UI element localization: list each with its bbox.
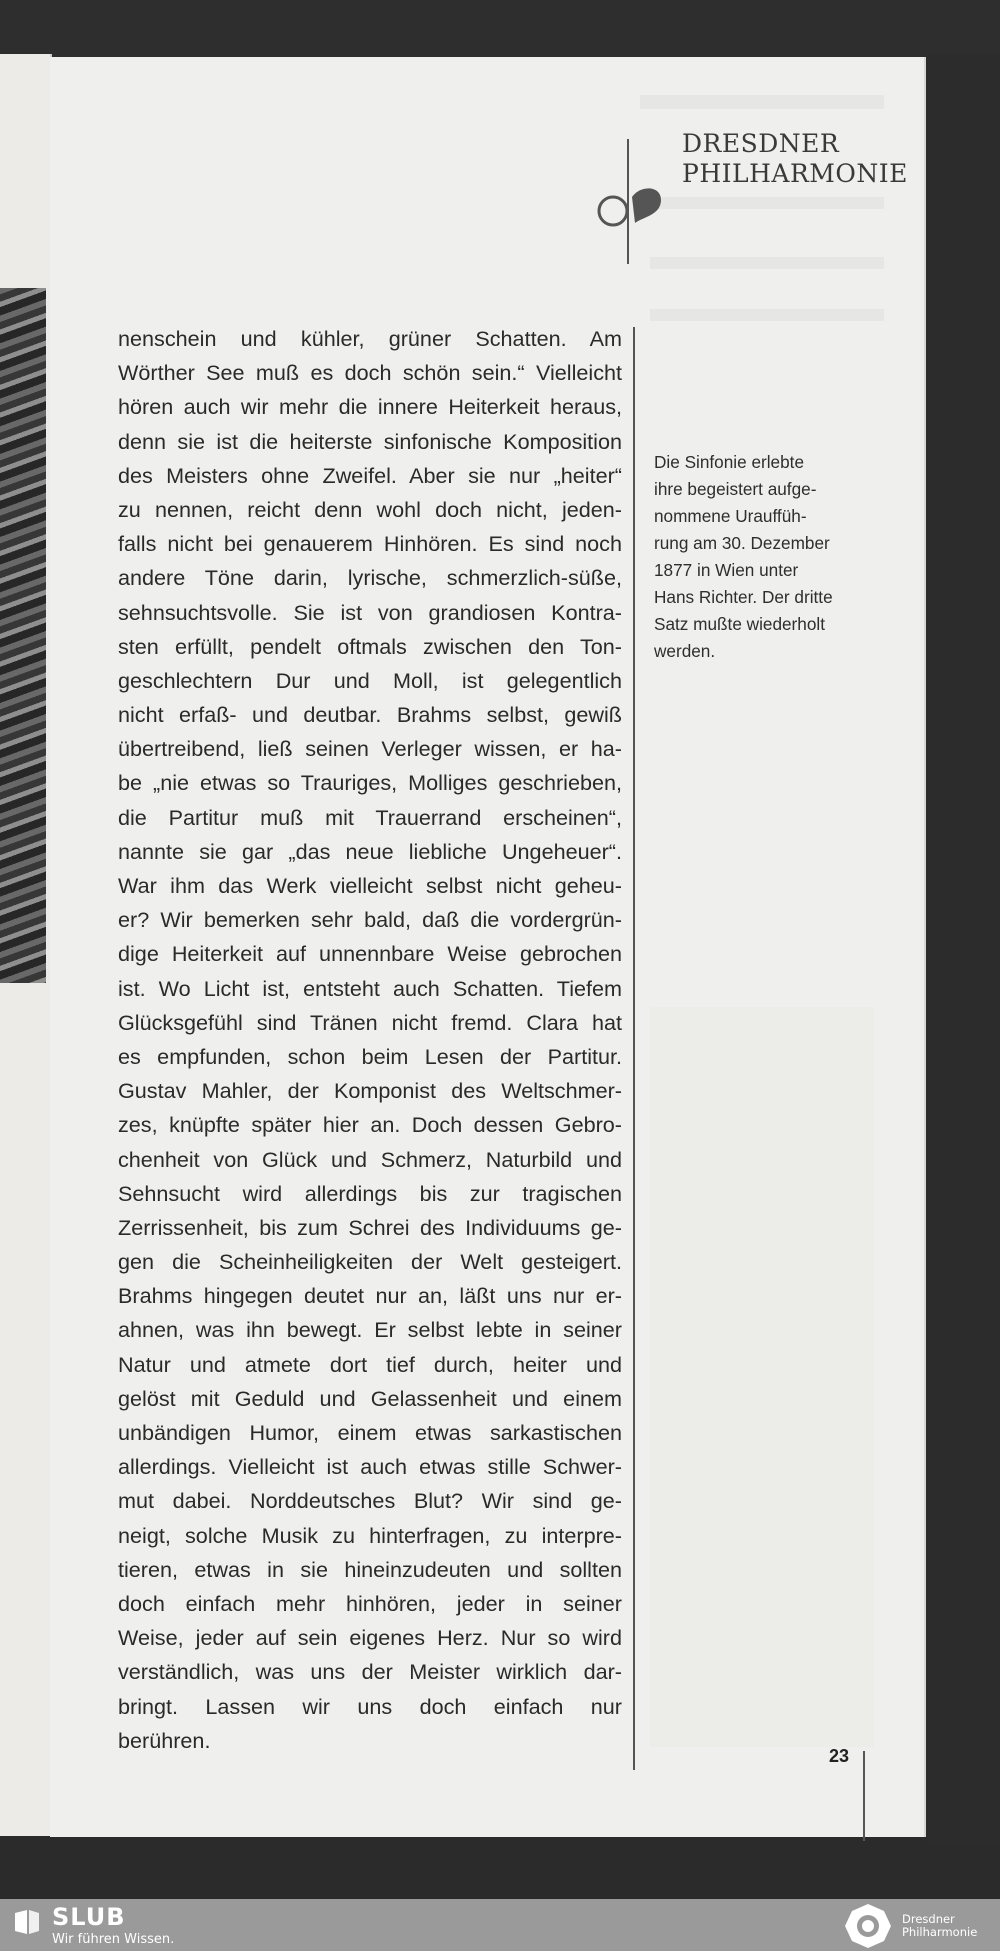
show-through-mark bbox=[650, 257, 884, 269]
body-line: bringt. Lassen wir uns doch einfach nur bbox=[118, 1693, 622, 1719]
page-number-rule bbox=[863, 1751, 865, 1841]
logo-wordmark bbox=[682, 129, 908, 189]
body-line: nannte sie gar „das neue liebliche Ungeheuer“. bbox=[118, 838, 622, 864]
body-line: unbändigen Humor, einem etwas sarkastischen bbox=[118, 1420, 622, 1445]
body-line: berühren. bbox=[118, 1727, 211, 1753]
document-page bbox=[50, 57, 924, 1837]
body-line: Glücksgefühl sind Tränen nicht fremd. Clara hat bbox=[118, 1009, 622, 1035]
side-note-line: ihre begeistert aufge- bbox=[654, 479, 817, 499]
body-line: andere Töne darin, lyrische, schmerzlich-süße, bbox=[118, 565, 622, 591]
body-line: geschlechtern Dur und Moll, ist gelegentlich bbox=[118, 667, 622, 693]
body-line: es empfunden, schon beim Lesen der Partitur. bbox=[118, 1043, 622, 1069]
scan-background-top bbox=[0, 0, 1000, 58]
logo-line-2: PHILHARMONIE bbox=[682, 159, 908, 188]
body-line: nenschein und kühler, grüner Schatten. Am bbox=[118, 326, 622, 351]
slub-name[interactable]: SLUB bbox=[52, 1903, 126, 1931]
body-line: dige Heiterkeit auf unnennbare Weise gebrochen bbox=[118, 941, 622, 967]
page-number: 23 bbox=[829, 1746, 850, 1766]
body-line: mut dabei. Norddeutsches Blut? Wir sind ge- bbox=[118, 1488, 622, 1514]
body-line: be „nie etwas so Trauriges, Molliges geschrieben, bbox=[118, 770, 622, 796]
body-line: Sehnsucht wird allerdings bis zur tragischen bbox=[118, 1180, 622, 1206]
body-line: ist. Wo Licht ist, entsteht auch Schatten. Tiefem bbox=[118, 975, 622, 1001]
body-line: falls nicht bei genauerem Hinhören. Es sind noch bbox=[118, 531, 622, 557]
show-through-mark bbox=[650, 197, 884, 209]
body-line: Gustav Mahler, der Komponist des Weltschmer- bbox=[118, 1078, 622, 1104]
body-line: tieren, etwas in sie hineinzudeuten und sollten bbox=[118, 1556, 622, 1582]
body-line: ahnen, was ihn bewegt. Er selbst lebte in seiner bbox=[118, 1317, 622, 1343]
scan-background-right bbox=[926, 54, 1000, 1844]
side-note-line: rung am 30. Dezember bbox=[654, 533, 830, 553]
body-line: Brahms hingegen deutet nur an, läßt uns nur er- bbox=[118, 1283, 622, 1309]
body-line: denn sie ist die heiterste sinfonische Komposition bbox=[118, 428, 622, 454]
body-line: gelöst mit Geduld und Gelassenheit und einem bbox=[118, 1385, 622, 1411]
slub-logo-icon[interactable] bbox=[12, 1907, 42, 1937]
body-line: neigt, solche Musik zu hinterfragen, zu interpre- bbox=[118, 1522, 622, 1548]
left-neighbour-page bbox=[0, 54, 52, 1836]
body-line: sten erfüllt, pendelt oftmals zwischen den Ton- bbox=[118, 633, 622, 659]
logo-line-1: DRESDNER bbox=[682, 129, 840, 158]
side-note bbox=[654, 449, 884, 665]
body-line: allerdings. Vielleicht ist auch etwas stille Schwer- bbox=[118, 1454, 622, 1480]
body-line: doch einfach mehr hinhören, jeder in seiner bbox=[118, 1590, 622, 1616]
body-line: War ihm das Werk vielleicht selbst nicht geheu- bbox=[118, 873, 622, 898]
show-through-block bbox=[650, 1007, 874, 1747]
body-line: die Partitur muß mit Trauerrand erscheinen“, bbox=[118, 804, 622, 830]
body-line: Zerrissenheit, bis zum Schrei des Individuums ge- bbox=[118, 1214, 622, 1240]
dresdner-philharmonie-logo-icon bbox=[595, 99, 673, 264]
partner-name bbox=[902, 1913, 977, 1939]
footer-bar bbox=[0, 1899, 1000, 1951]
body-line: zu nennen, reicht denn wohl doch nicht, jeden- bbox=[118, 496, 622, 522]
body-line: zes, knüpfte später hier an. Doch dessen Gebro- bbox=[118, 1112, 622, 1138]
side-note-line: Satz mußte wiederholt bbox=[654, 614, 825, 634]
side-note-line: werden. bbox=[654, 641, 716, 661]
body-line: sehnsuchtsvolle. Sie ist von grandiosen Kontra- bbox=[118, 599, 622, 625]
show-through-mark bbox=[650, 309, 884, 321]
left-page-photo-fragment bbox=[0, 288, 46, 983]
column-divider bbox=[633, 327, 635, 1770]
side-note-line: nommene Urauffüh- bbox=[654, 506, 807, 526]
body-line: des Meisters ohne Zweifel. Aber sie nur „heiter“ bbox=[118, 462, 622, 488]
body-line: Wörther See muß es doch schön sein.“ Vielleicht bbox=[118, 360, 622, 386]
body-line: hören auch wir mehr die innere Heiterkeit heraus, bbox=[118, 394, 622, 420]
dresdner-philharmonie-partner-icon[interactable] bbox=[842, 1903, 894, 1949]
body-line: Weise, jeder auf sein eigenes Herz. Nur so wird bbox=[118, 1625, 622, 1651]
slub-tagline: Wir führen Wissen. bbox=[52, 1932, 175, 1947]
main-body-text bbox=[118, 322, 622, 1758]
body-line: er? Wir bemerken sehr bald, daß die vordergrün- bbox=[118, 907, 622, 933]
body-line: chenheit von Glück und Schmerz, Naturbild und bbox=[118, 1146, 622, 1172]
partner-name-line-2: Philharmonie bbox=[902, 1925, 978, 1939]
side-note-line: Hans Richter. Der dritte bbox=[654, 587, 833, 607]
body-line: nicht erfaß- und deutbar. Brahms selbst, gewiß bbox=[118, 702, 622, 728]
body-line: übertreibend, ließ seinen Verleger wissen, er ha- bbox=[118, 736, 622, 762]
side-note-line: Die Sinfonie erlebte bbox=[654, 452, 805, 472]
body-line: verständlich, was uns der Meister wirklich dar- bbox=[118, 1659, 622, 1685]
side-note-line: 1877 in Wien unter bbox=[654, 560, 799, 580]
body-line: Natur und atmete dort tief durch, heiter und bbox=[118, 1351, 622, 1377]
show-through-mark bbox=[640, 95, 884, 109]
partner-name-line-1: Dresdner bbox=[902, 1912, 955, 1926]
body-line: gen die Scheinheiligkeiten der Welt gesteigert. bbox=[118, 1249, 622, 1275]
